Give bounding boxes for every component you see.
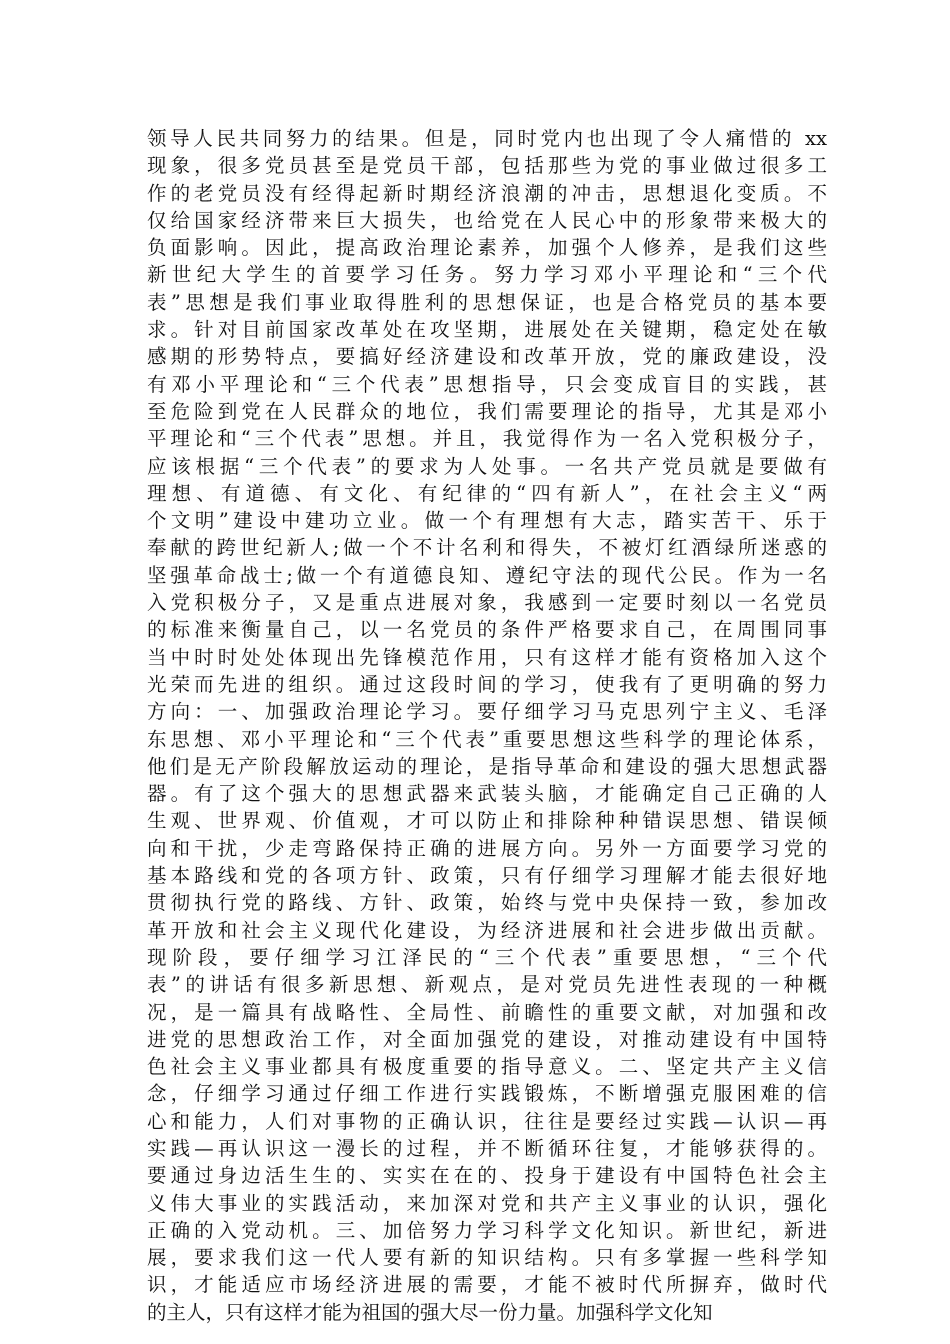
text-line: 基本路线和党的各项方针、政策，只有仔细学习理解才能去很好地 [147, 864, 827, 888]
text-line: 现阶段，要仔细学习江泽民的“三个代表”重要思想，“三个代 [147, 945, 827, 969]
text-line: 光荣而先进的组织。通过这段时间的学习，使我有了更明确的努力 [147, 672, 827, 696]
text-line: 坚强革命战士;做一个有道德良知、遵纪守法的现代公民。作为一名 [147, 563, 827, 587]
text-line: 要通过身边活生生的、实实在在的、投身于建设有中国特色社会主 [147, 1164, 827, 1188]
text-line: 心和能力，人们对事物的正确认识，往往是要经过实践—认识—再 [147, 1109, 827, 1133]
text-line: 表”的讲话有很多新思想、新观点，是对党员先进性表现的一种概 [147, 973, 827, 997]
text-line: 表”思想是我们事业取得胜利的思想保证，也是合格党员的基本要 [147, 290, 827, 314]
text-line: 负面影响。因此，提高政治理论素养，加强个人修养，是我们这些 [147, 236, 827, 260]
text-line: 义伟大事业的实践活动，来加深对党和共产主义事业的认识，强化 [147, 1191, 827, 1215]
text-line: 现象，很多党员甚至是党员干部，包括那些为党的事业做过很多工 [147, 154, 827, 178]
text-line: 他们是无产阶段解放运动的理论，是指导革命和建设的强大思想武器 [147, 754, 827, 778]
text-line: 作的老党员没有经得起新时期经济浪潮的冲击，思想退化变质。不 [147, 181, 827, 205]
text-line: 念，仔细学习通过仔细工作进行实践锻炼，不断增强克服困难的信 [147, 1082, 827, 1106]
text-line: 平理论和“三个代表”思想。并且，我觉得作为一名入党积极分子， [147, 427, 827, 451]
text-line: 应该根据“三个代表”的要求为人处事。一名共产党员就是要做有 [147, 454, 827, 478]
body-text [147, 125, 827, 1326]
text-line: 个文明”建设中建功立业。做一个有理想有大志，踏实苦干、乐于 [147, 509, 827, 533]
text-line: 的标准来衡量自己，以一名党员的条件严格要求自己，在周围同事 [147, 618, 827, 642]
text-line: 当中时时处处体现出先锋模范作用，只有这样才能有资格加入这个 [147, 645, 827, 669]
text-line: 领导人民共同努力的结果。但是，同时党内也出现了令人痛惜的 xx [147, 127, 827, 150]
text-line: 进党的思想政治工作，对全面加强党的建设，对推动建设有中国特 [147, 1027, 827, 1051]
text-line: 展，要求我们这一代人要有新的知识结构。只有多掌握一些科学知 [147, 1246, 827, 1270]
text-line: 器。有了这个强大的思想武器来武装头脑，才能确定自己正确的人 [147, 782, 827, 806]
text-line: 新世纪大学生的首要学习任务。努力学习邓小平理论和“三个代 [147, 263, 827, 287]
text-line: 求。针对目前国家改革处在攻坚期，进展处在关键期，稳定处在敏 [147, 318, 827, 342]
text-line: 至危险到党在人民群众的地位，我们需要理论的指导，尤其是邓小 [147, 399, 827, 423]
text-line: 仅给国家经济带来巨大损失，也给党在人民心中的形象带来极大的 [147, 208, 827, 232]
text-line: 向和干扰，少走弯路保持正确的进展方向。另外一方面要学习党的 [147, 836, 827, 860]
text-line: 东思想、邓小平理论和“三个代表”重要思想这些科学的理论体系， [147, 727, 827, 751]
text-line: 况，是一篇具有战略性、全局性、前瞻性的重要文献，对加强和改 [147, 1000, 827, 1024]
text-line: 色社会主义事业都具有极度重要的指导意义。二、坚定共产主义信 [147, 1055, 827, 1079]
text-line: 有邓小平理论和“三个代表”思想指导，只会变成盲目的实践，甚 [147, 372, 827, 396]
text-line: 理想、有道德、有文化、有纪律的“四有新人”，在社会主义“两 [147, 481, 827, 505]
text-line: 正确的入党动机。三、加倍努力学习科学文化知识。新世纪，新进 [147, 1218, 827, 1242]
text-line: 实践—再认识这一漫长的过程，并不断循环往复，才能够获得的。 [147, 1136, 827, 1160]
text-line: 生观、世界观、价值观，才可以防止和排除种种错误思想、错误倾 [147, 809, 827, 833]
text-line: 入党积极分子，又是重点进展对象，我感到一定要时刻以一名党员 [147, 591, 827, 615]
text-line: 贯彻执行党的路线、方针、政策，始终与党中央保持一致，参加改 [147, 891, 827, 915]
text-line: 方向：一、加强政治理论学习。要仔细学习马克思列宁主义、毛泽 [147, 700, 827, 724]
text-line: 的主人，只有这样才能为祖国的强大尽一份力量。加强科学文化知 [147, 1300, 713, 1324]
text-line: 革开放和社会主义现代化建设，为经济进展和社会进步做出贡献。 [147, 918, 827, 942]
text-line: 奉献的跨世纪新人;做一个不计名利和得失，不被灯红酒绿所迷惑的 [147, 536, 827, 560]
text-line: 感期的形势特点，要搞好经济建设和改革开放，党的廉政建设，没 [147, 345, 827, 369]
text-line: 识，才能适应市场经济进展的需要，才能不被时代所摒弃，做时代 [147, 1273, 827, 1297]
